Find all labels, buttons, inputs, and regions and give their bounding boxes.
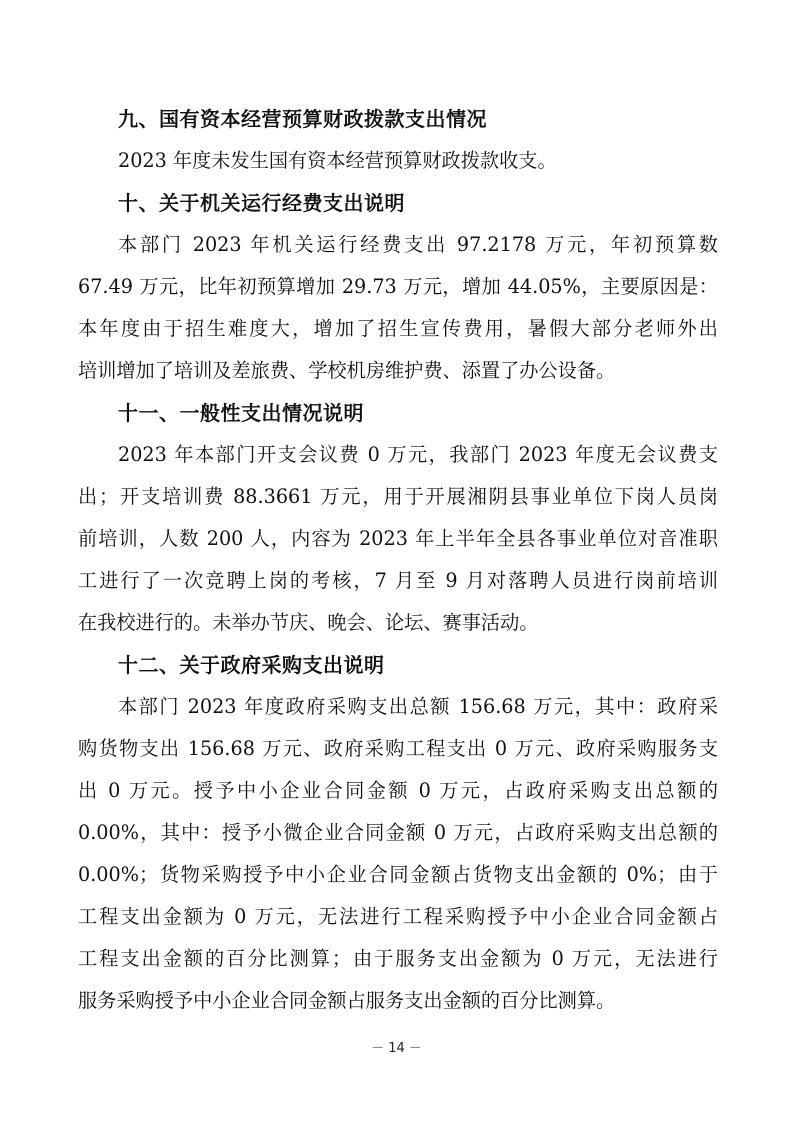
section-12-line-8: 服务采购授予中小企业合同金额占服务支出金额的百分比测算。 (78, 989, 616, 1012)
section-11-line-3: 前培训，人数 200 人，内容为 2023 年上半年全县各事业单位对音准职 (78, 527, 718, 550)
section-11-line-2: 出；开支培训费 88.3661 万元，用于开展湘阴县事业单位下岗人员岗 (78, 485, 718, 508)
section-11-line-5: 在我校进行的。未举办节庆、晚会、论坛、赛事活动。 (78, 611, 539, 634)
section-12-line-1: 本部门 2023 年度政府采购支出总额 156.68 万元，其中：政府采 (118, 695, 718, 718)
section-12-line-2: 购货物支出 156.68 万元、政府采购工程支出 0 万元、政府采购服务支 (78, 737, 718, 760)
section-12-line-6: 工程支出金额为 0 万元，无法进行工程采购授予中小企业合同金额占 (78, 905, 718, 928)
section-12-line-4: 0.00%，其中：授予小微企业合同金额 0 万元，占政府采购支出总额的 (78, 821, 718, 844)
section-10-line-2: 67.49 万元，比年初预算增加 29.73 万元，增加 44.05%，主要原因是： (78, 275, 718, 298)
section-11-line-1: 2023 年本部门开支会议费 0 万元，我部门 2023 年度无会议费支 (118, 443, 718, 466)
section-11-line-4: 工进行了一次竞聘上岗的考核，7 月至 9 月对落聘人员进行岗前培训 (78, 569, 718, 592)
section-10-line-1: 本部门 2023 年机关运行经费支出 97.2178 万元，年初预算数 (118, 233, 718, 256)
section-12-heading: 十二、关于政府采购支出说明 (118, 653, 385, 677)
section-9-heading: 九、国有资本经营预算财政拨款支出情况 (118, 107, 487, 131)
section-12-line-5: 0.00%；货物采购授予中小企业合同金额占货物支出金额的 0%；由于 (78, 863, 718, 886)
section-10-heading: 十、关于机关运行经费支出说明 (118, 191, 405, 215)
section-9-line-1: 2023 年度未发生国有资本经营预算财政拨款收支。 (118, 149, 557, 172)
section-10-line-4: 培训增加了培训及差旅费、学校机房维护费、添置了办公设备。 (78, 359, 616, 382)
page-number: － 14 － (371, 1041, 422, 1056)
section-12-line-7: 工程支出金额的百分比测算；由于服务支出金额为 0 万元，无法进行 (78, 947, 718, 970)
document-page (78, 0, 718, 1122)
section-10-line-3: 本年度由于招生难度大，增加了招生宣传费用，暑假大部分老师外出 (78, 317, 718, 340)
section-11-heading: 十一、一般性支出情况说明 (118, 401, 364, 425)
section-12-line-3: 出 0 万元。授予中小企业合同金额 0 万元，占政府采购支出总额的 (78, 779, 718, 802)
